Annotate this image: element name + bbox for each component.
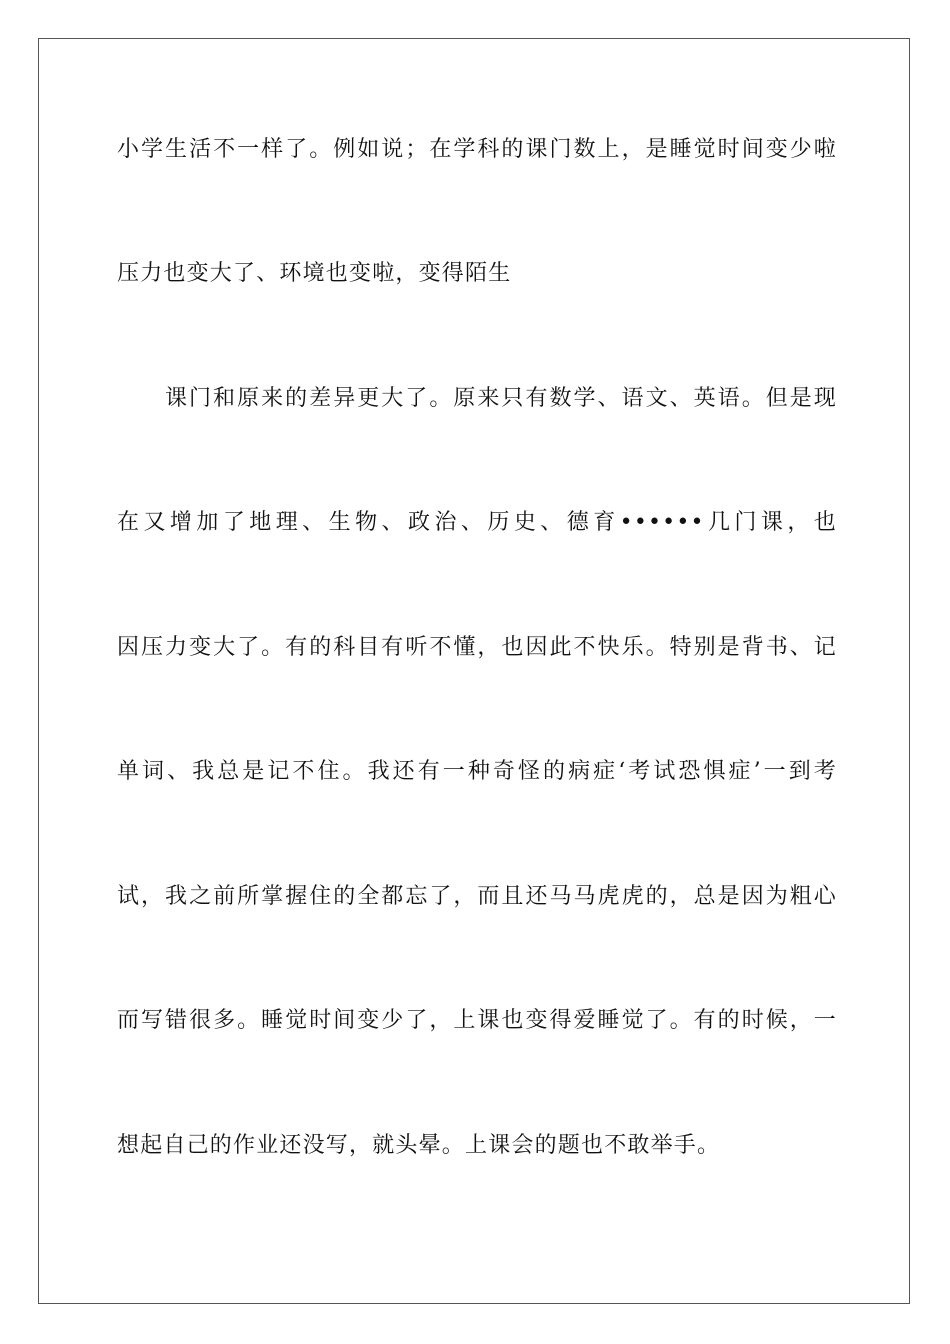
text-line-9: 想起自己的作业还没写，就头晕。上课会的题也不敢举手。 (117, 1133, 721, 1158)
text-line-6: 单词、我总是记不住。我还有一种奇怪的病症‘考试恐惧症’一到考 (117, 759, 837, 784)
text-line-2: 压力也变大了、环境也变啦，变得陌生 (117, 261, 512, 286)
page-border (38, 38, 910, 1304)
text-line-5: 因压力变大了。有的科目有听不懂，也因此不快乐。特别是背书、记 (117, 635, 837, 660)
text-line-4: 在又增加了地理、生物、政治、历史、德育••••••几门课，也 (117, 510, 837, 535)
text-line-7: 试，我之前所掌握住的全都忘了，而且还马马虎虎的，总是因为粗心 (117, 884, 837, 909)
text-line-1: 小学生活不一样了。例如说；在学科的课门数上，是睡觉时间变少啦 (117, 137, 837, 162)
text-line-3: 课门和原来的差异更大了。原来只有数学、语文、英语。但是现 (165, 386, 837, 411)
text-line-8: 而写错很多。睡觉时间变少了，上课也变得爱睡觉了。有的时候，一 (117, 1008, 837, 1033)
